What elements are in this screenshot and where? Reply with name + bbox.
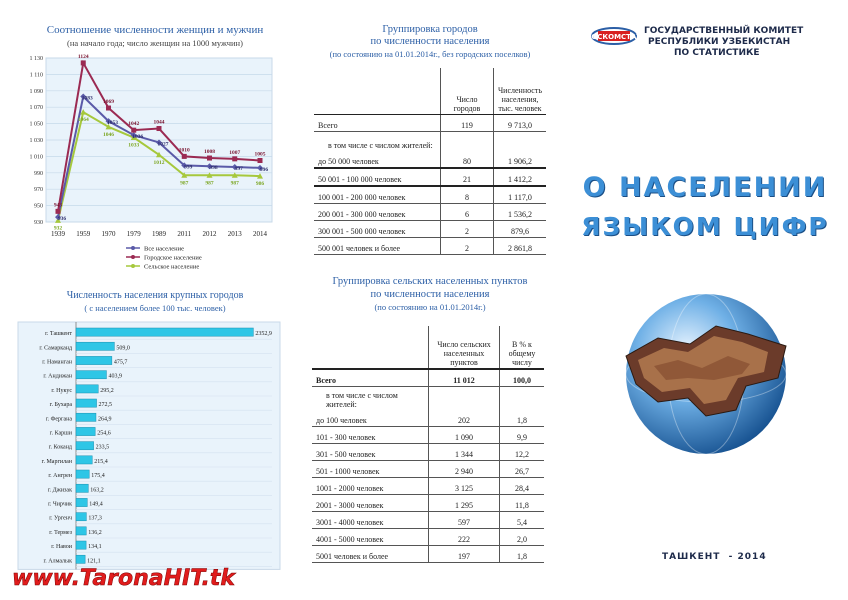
data-label: 1064 bbox=[77, 117, 89, 124]
table-cell-a: 2 940 bbox=[429, 461, 500, 478]
x-tick-label: 1970 bbox=[101, 230, 116, 238]
data-label: 999 bbox=[184, 164, 193, 171]
table-row bbox=[312, 478, 544, 495]
rural-groups-subtitle: (по состоянию на 01.01.2014г.) bbox=[374, 302, 486, 312]
bar-category-label: г. Самарканд bbox=[39, 345, 72, 352]
x-tick-label: 2014 bbox=[253, 230, 267, 238]
data-label: 1033 bbox=[128, 142, 140, 149]
table-row bbox=[314, 168, 546, 186]
bar-category-label: г. Коканд bbox=[48, 444, 72, 451]
cover-footer: ТАШКЕНТ - 2014 bbox=[662, 552, 767, 562]
table-cell-b: 26,7 bbox=[500, 461, 545, 478]
table-cell-b: 1 906,2 bbox=[493, 151, 546, 168]
bar-value-label: 295,2 bbox=[100, 387, 114, 394]
bar-value-label: 2352,9 bbox=[255, 331, 272, 338]
bar bbox=[76, 356, 112, 364]
table-cell-a: 1 344 bbox=[429, 444, 500, 461]
data-label: 997 bbox=[234, 166, 243, 173]
data-label: 987 bbox=[230, 180, 239, 187]
table-row bbox=[312, 546, 544, 563]
table-cell-a: 8 bbox=[440, 186, 493, 204]
bar-category-label: г. Андижан bbox=[43, 373, 72, 380]
table-row-label: 101 - 300 человек bbox=[312, 427, 429, 444]
bar-category-label: г. Ургенч bbox=[49, 515, 72, 522]
table-row bbox=[314, 238, 546, 255]
table-cell-b: 100,0 bbox=[500, 369, 545, 387]
bar-value-label: 475,7 bbox=[113, 359, 128, 366]
table-row-label: в том числе с числом жителей: bbox=[328, 141, 433, 150]
y-tick-label: 970 bbox=[34, 187, 43, 194]
x-tick-label: 2012 bbox=[202, 230, 217, 238]
table-cell-a: 1 090 bbox=[429, 427, 500, 444]
bar-value-label: 264,9 bbox=[97, 416, 112, 423]
data-label: 1027 bbox=[157, 141, 169, 148]
table-row bbox=[312, 369, 544, 387]
x-tick-label: 1989 bbox=[152, 230, 166, 238]
data-label: 1083 bbox=[81, 95, 93, 102]
x-tick-label: 1979 bbox=[126, 230, 141, 238]
table-row-label: 1001 - 2000 человек bbox=[312, 478, 429, 495]
data-label: 998 bbox=[209, 165, 218, 172]
bar bbox=[76, 371, 106, 379]
table-cell-a: 11 012 bbox=[429, 369, 500, 387]
bar bbox=[76, 527, 86, 535]
goskomstat-logo-icon bbox=[586, 26, 642, 46]
legend-marker bbox=[131, 264, 135, 268]
bar-category-label: г. Навои bbox=[51, 544, 72, 551]
table-cell-b: 5,4 bbox=[500, 512, 545, 529]
table-cell-b: 879,6 bbox=[493, 221, 546, 238]
data-point bbox=[106, 106, 111, 111]
data-label: 986 bbox=[255, 181, 265, 188]
data-label: 1010 bbox=[178, 147, 190, 154]
table-row bbox=[314, 151, 546, 168]
organization-name bbox=[644, 26, 824, 59]
y-tick-label: 1 050 bbox=[29, 121, 43, 128]
table-row-label: 100 001 - 200 000 человек bbox=[314, 186, 440, 204]
data-label: 936 bbox=[57, 216, 67, 223]
table-cell-a: 2 bbox=[440, 238, 493, 255]
table-row bbox=[312, 444, 544, 461]
data-label: 1036 bbox=[132, 134, 144, 141]
table-row-label: до 100 человек bbox=[312, 410, 429, 427]
legend-marker bbox=[131, 246, 135, 250]
bar-chart bbox=[18, 320, 280, 566]
data-label: 1046 bbox=[103, 131, 114, 138]
bar bbox=[76, 484, 88, 492]
org-line-2: РЕСПУБЛИКИ УЗБЕКИСТАН bbox=[648, 37, 791, 47]
data-label: 987 bbox=[205, 180, 214, 187]
y-tick-label: 1 010 bbox=[29, 154, 43, 161]
table-row-label: 300 001 - 500 000 человек bbox=[314, 221, 440, 238]
bar-category-label: г. Термез bbox=[49, 529, 72, 536]
bar bbox=[76, 470, 89, 478]
line-chart-title: Соотношение численности женщин и мужчин bbox=[46, 24, 264, 36]
bar-category-label: г. Наманган bbox=[42, 359, 72, 366]
x-tick-label: 2011 bbox=[177, 230, 192, 238]
rural-groups-table bbox=[312, 326, 544, 563]
table-cell-b: 11,8 bbox=[500, 495, 545, 512]
bar-value-label: 163,2 bbox=[90, 487, 104, 494]
data-point bbox=[182, 154, 187, 159]
city-groups-table bbox=[314, 68, 546, 255]
line-chart-subtitle: (на начало года; число женщин на 1000 мужчин) bbox=[67, 38, 243, 48]
table-row-label: Всего bbox=[312, 369, 429, 387]
watermark-text: www.TaronaHIT.tk bbox=[12, 566, 236, 591]
table-row bbox=[314, 115, 546, 132]
table-cell-a: 1 295 bbox=[429, 495, 500, 512]
table-cell-a bbox=[429, 387, 500, 411]
rural-col2-header: В % к общему числу bbox=[500, 326, 545, 369]
y-tick-label: 990 bbox=[34, 170, 43, 177]
bar-chart-subtitle: ( с населением более 100 тыс. человек) bbox=[84, 303, 226, 313]
bar bbox=[76, 328, 253, 336]
bar bbox=[76, 541, 86, 549]
x-tick-label: 1939 bbox=[51, 230, 65, 238]
bar-category-label: г. Карши bbox=[49, 430, 72, 437]
table-row-label: 501 - 1000 человек bbox=[312, 461, 429, 478]
rural-groups-title: Группировка сельских населенных пунктов bbox=[332, 276, 528, 287]
bar bbox=[76, 498, 87, 506]
line-chart bbox=[18, 52, 280, 280]
bar-value-label: 175,4 bbox=[91, 473, 105, 480]
x-tick-label: 2013 bbox=[227, 230, 242, 238]
bar-value-label: 403,9 bbox=[108, 373, 122, 380]
org-line-3: ПО СТАТИСТИКЕ bbox=[674, 48, 760, 58]
data-label: 1124 bbox=[77, 53, 89, 60]
bar-category-label: г. Джизак bbox=[47, 487, 72, 494]
table-cell-a: 21 bbox=[440, 168, 493, 186]
table-cell-b: 12,2 bbox=[500, 444, 545, 461]
table-row-label: 200 001 - 300 000 человек bbox=[314, 204, 440, 221]
table-cell-a bbox=[440, 132, 493, 152]
bar bbox=[76, 342, 114, 350]
data-point bbox=[232, 156, 237, 161]
table-cell-b: 1,8 bbox=[500, 546, 545, 563]
bar-category-label: г. Ангрен bbox=[48, 473, 72, 480]
data-label: 996 bbox=[259, 166, 269, 173]
cover-title-line1: О НАСЕЛЕНИИ bbox=[582, 172, 828, 203]
table-cell-b: 1 536,2 bbox=[493, 204, 546, 221]
data-label: 1069 bbox=[103, 99, 114, 106]
table-cell-b: 1,8 bbox=[500, 410, 545, 427]
table-row bbox=[314, 132, 546, 152]
table-row-label: до 50 000 человек bbox=[314, 151, 440, 168]
table-row bbox=[312, 529, 544, 546]
data-label: 1012 bbox=[153, 159, 165, 166]
table-row-label: 301 - 500 человек bbox=[312, 444, 429, 461]
bar-value-label: 272,5 bbox=[98, 402, 113, 409]
table-cell-a: 222 bbox=[429, 529, 500, 546]
table-cell-a: 6 bbox=[440, 204, 493, 221]
data-point bbox=[131, 128, 136, 133]
table-row bbox=[314, 186, 546, 204]
bar-value-label: 233,5 bbox=[95, 444, 110, 451]
bar-value-label: 137,3 bbox=[88, 515, 102, 522]
table-cell-b: 1 117,0 bbox=[493, 186, 546, 204]
city-col1-header: Число городов bbox=[440, 68, 493, 115]
table-row bbox=[312, 495, 544, 512]
bar bbox=[76, 413, 96, 421]
y-tick-label: 1 070 bbox=[29, 105, 43, 112]
bar bbox=[76, 385, 98, 393]
data-label: 1053 bbox=[107, 120, 118, 127]
bar-value-label: 149,4 bbox=[89, 501, 103, 508]
table-row bbox=[312, 427, 544, 444]
legend-label: Все население bbox=[144, 245, 184, 253]
data-label: 1042 bbox=[128, 121, 140, 128]
data-point bbox=[207, 156, 212, 161]
legend-marker bbox=[131, 255, 135, 259]
table-cell-a: 597 bbox=[429, 512, 500, 529]
table-cell-b bbox=[500, 387, 545, 411]
data-point bbox=[157, 126, 162, 131]
bar-category-label: г. Бухара bbox=[49, 402, 72, 409]
city-groups-title: Группировка городов bbox=[382, 24, 478, 35]
bar-value-label: 136,2 bbox=[88, 529, 102, 536]
bar-category-label: г. Алмалык bbox=[43, 558, 72, 565]
legend-label: Сельское население bbox=[144, 263, 200, 271]
table-cell-a: 80 bbox=[440, 151, 493, 168]
bar-category-label: г. Ташкент bbox=[45, 331, 72, 338]
table-row bbox=[312, 512, 544, 529]
table-row-label: 3001 - 4000 человек bbox=[312, 512, 429, 529]
y-tick-label: 1 030 bbox=[29, 138, 43, 144]
bar bbox=[76, 555, 85, 563]
y-tick-label: 950 bbox=[34, 203, 43, 210]
data-point bbox=[56, 209, 61, 214]
y-tick-label: 1 130 bbox=[29, 56, 43, 62]
table-cell-b: 2,0 bbox=[500, 529, 545, 546]
bar-value-label: 254,6 bbox=[97, 430, 111, 437]
bar-value-label: 215,4 bbox=[94, 458, 108, 465]
table-row bbox=[312, 461, 544, 478]
table-row-label: в том числе с числом жителей: bbox=[326, 391, 398, 409]
table-row bbox=[312, 410, 544, 427]
table-row-label: 50 001 - 100 000 человек bbox=[314, 168, 440, 186]
city-groups-subtitle: (по состоянию на 01.01.2014г., без городских поселков) bbox=[329, 49, 531, 59]
data-label: 1005 bbox=[254, 151, 266, 158]
bar-value-label: 134,1 bbox=[88, 544, 102, 551]
table-cell-b: 1 412,2 bbox=[493, 168, 546, 186]
bar-category-label: г. Маргилан bbox=[41, 458, 72, 465]
table-cell-a: 2 bbox=[440, 221, 493, 238]
table-row-label: 4001 - 5000 человек bbox=[312, 529, 429, 546]
table-row bbox=[314, 221, 546, 238]
bar bbox=[76, 399, 97, 407]
table-cell-b: 2 861,8 bbox=[493, 238, 546, 255]
table-cell-a: 3 125 bbox=[429, 478, 500, 495]
rural-col1-header: Число сельских населенных пунктов bbox=[429, 326, 500, 369]
bar-value-label: 121,1 bbox=[87, 558, 101, 565]
org-line-1: ГОСУДАРСТВЕННЫЙ КОМИТЕТ bbox=[644, 26, 804, 36]
data-label: 943 bbox=[53, 202, 63, 209]
goskomstat-logo bbox=[586, 26, 642, 46]
bar-category-label: г. Фергана bbox=[45, 416, 72, 423]
data-label: 1044 bbox=[153, 119, 165, 126]
bar bbox=[76, 442, 94, 450]
table-cell-b: 28,4 bbox=[500, 478, 545, 495]
table-row-label: 2001 - 3000 человек bbox=[312, 495, 429, 512]
table-cell-a: 202 bbox=[429, 410, 500, 427]
y-tick-label: 930 bbox=[34, 220, 43, 226]
y-tick-label: 1 110 bbox=[29, 72, 43, 79]
bar-chart-title: Численность населения крупных городов bbox=[66, 290, 244, 301]
bar bbox=[76, 456, 92, 464]
data-label: 1007 bbox=[229, 149, 241, 156]
table-cell-b: 9,9 bbox=[500, 427, 545, 444]
table-row-label: Всего bbox=[314, 115, 440, 132]
logo-text: ГОСКОМСТАТ bbox=[586, 33, 642, 41]
table-cell-b bbox=[493, 132, 546, 152]
rural-groups-title2: по численности населения bbox=[370, 289, 490, 300]
table-row-label: 5001 человек и более bbox=[312, 546, 429, 563]
table-row-label: 500 001 человек и более bbox=[314, 238, 440, 255]
legend-label: Городское население bbox=[144, 254, 202, 262]
data-label: 987 bbox=[180, 180, 189, 187]
y-tick-label: 1 090 bbox=[29, 88, 43, 95]
data-label: 1008 bbox=[204, 149, 215, 156]
bar-category-label: г. Чирчик bbox=[48, 501, 72, 508]
city-col2-header: Численность населения, тыс. человек bbox=[493, 68, 546, 115]
table-cell-a: 197 bbox=[429, 546, 500, 563]
data-point bbox=[258, 158, 263, 163]
bar-category-label: г. Нукус bbox=[51, 387, 72, 394]
table-row bbox=[312, 387, 544, 411]
city-groups-title2: по численности населения bbox=[370, 36, 490, 47]
bar bbox=[76, 427, 95, 435]
table-cell-a: 119 bbox=[440, 115, 493, 132]
data-point bbox=[81, 60, 86, 65]
x-tick-label: 1959 bbox=[76, 230, 91, 238]
globe-icon bbox=[618, 286, 794, 462]
cover-title-line2: ЯЗЫКОМ ЦИФР bbox=[581, 212, 829, 241]
bar bbox=[76, 513, 86, 521]
table-row bbox=[314, 204, 546, 221]
bar-value-label: 509,0 bbox=[116, 345, 130, 352]
table-cell-b: 9 713,0 bbox=[493, 115, 546, 132]
data-label: 932 bbox=[53, 225, 63, 232]
